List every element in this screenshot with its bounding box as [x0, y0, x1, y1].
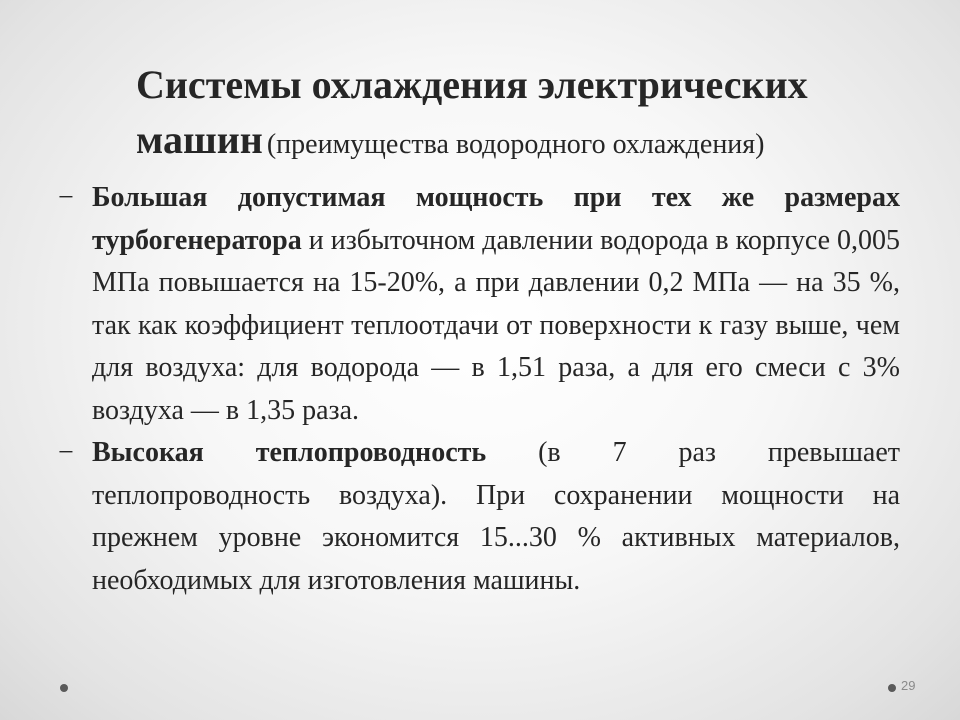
decorative-dot-left [60, 684, 68, 692]
slide-title [136, 62, 896, 172]
title-subtitle: (преимущества водородного охлаждения) [266, 129, 765, 160]
bullet-body-text: (в 7 раз превышает теплопроводность воздуха). При сохранении мощности на прежнем уровне экономится 15...30 % активных материалов, необходимых для изготовления машины. [92, 437, 900, 596]
bullet-item-power [58, 177, 900, 432]
title-main: Системы охлаждения электрических машин [136, 62, 808, 162]
bullet-item-conductivity [58, 432, 900, 602]
page-number: 29 [901, 678, 916, 693]
bullet-body-text: и избыточном давлении водорода в корпусе 0,005 МПа повышается на 15-20%, а при давлении 0,2 МПа — на 35 %, так как коэффициент теплоотдачи от поверхности к газу выше, чем для воздуха: для водорода — в 1,51 раза, а для его смеси с 3% воздуха — в 1,35 раза. [92, 224, 901, 426]
bullet-bold-text: Высокая теплопроводность [92, 437, 487, 468]
bullet-dash: − [58, 182, 74, 213]
bullet-list [58, 177, 900, 602]
bullet-bold-text: Большая допустимая мощность при тех же размерах турбогенератора [92, 182, 900, 256]
bullet-dash: − [58, 437, 74, 468]
decorative-dot-right [888, 684, 896, 692]
